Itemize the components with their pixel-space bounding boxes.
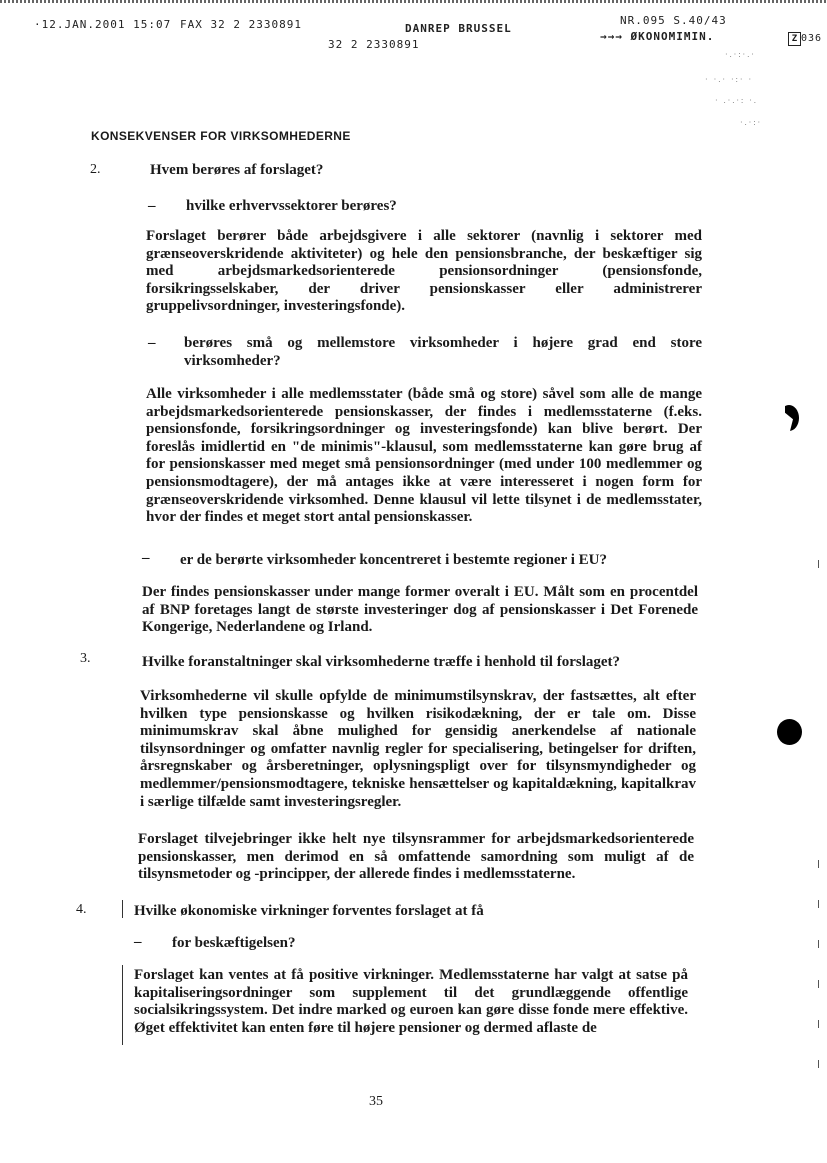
list-dash: –: [134, 934, 142, 950]
scan-tick: [818, 900, 819, 908]
fax-page-info: NR.095 S.40/43: [620, 14, 727, 27]
answer-paragraph: Forslaget tilvejebringer ikke helt nye tilsynsrammer for arbejdsmarkedsorienterede pensionskasser, men derimod en så omfattende samordning som muligt af de tilsynsmetoder og -principper, der allerede findes i medlemsstaterne.: [138, 831, 694, 883]
margin-line: [122, 965, 123, 1045]
punch-hole-mark: [779, 405, 799, 431]
answer-paragraph: Virksomhederne vil skulle opfylde de minimumstilsynskrav, der fastsættes, alt efter hvilken type pensionskasse og hvilken risikodækning, der er tale om. Disse minimumskrav skal åbne mulighed for gensidig anerkendelse af nationale tilsynsordninger og omfatter navnlig regler for specialisering, betingelser for driften, årsregnskaber og årsberetninger, oplysningspligt over for tilsynsmyndigheder og medlemmer/pensionsmodtagere, tekniske hensættelser og kapitaldækning, kapitalkrav i særlige tilfælde samt investeringsregler.: [140, 688, 696, 810]
scan-tick: [818, 860, 819, 868]
fax-sender: DANREP BRUSSEL: [405, 22, 512, 35]
scan-noise: · .·.·: ·.: [715, 96, 758, 105]
list-dash: –: [142, 550, 150, 566]
fax-number-label: FAX 32 2 2330891: [180, 18, 302, 31]
punch-hole-mark: [777, 719, 802, 745]
scan-tick: [818, 940, 819, 948]
question-number: 2.: [90, 162, 101, 177]
scan-noise: ·.·:·.·: [725, 50, 756, 59]
scan-noise: · ·.· ·:· ·: [705, 75, 754, 84]
scan-noise: ·.·:·: [740, 118, 763, 127]
question-heading: Hvilke foranstaltninger skal virksomhederne træffe i henhold til forslaget?: [142, 654, 621, 670]
answer-paragraph: Alle virksomheder i alle medlemsstater (både små og store) såvel som alle de mange arbejdsmarkedsorienterede pensionskasser, der findes i medlemsstaterne (f.eks. pensionsfonde, forsikringsordninger og investeringsfonde) kan blive berørt. Der foreslås imidlertid en "de minimis"-klausul, som medlemsstaterne kan gøre brug af for pensionskasser med meget små pensionsordninger (med under 100 medlemmer og pensionsmodtagere), der må antages ikke at være interesseret i nogen form for grænseoverskridende virksomhed. Denne klausul vil lette tilsynet i de medlemsstater, hvor der findes et meget stort antal pensionskasser.: [146, 386, 702, 526]
sub-question: for beskæftigelsen?: [172, 935, 296, 951]
fax-transmission-bar: [0, 0, 827, 3]
page-number: 35: [369, 1094, 383, 1109]
question-number: 3.: [80, 651, 91, 666]
fax-sender-number: 32 2 2330891: [328, 38, 420, 51]
answer-paragraph: Der findes pensionskasser under mange former overalt i EU. Målt som en procentdel af BNP foretages langt de største investeringer dog af pensionskasser i Det Forenede Kongerige, Nederlandene og Irland.: [142, 584, 698, 636]
scan-tick: [818, 980, 819, 988]
sub-question: berøres små og mellemstore virksomheder i højere grad end store virksomheder?: [184, 335, 702, 369]
sub-question: hvilke erhvervssektorer berøres?: [186, 198, 397, 214]
list-dash: –: [148, 335, 156, 351]
fax-date-time: ·12.JAN.2001 15:07: [34, 18, 172, 31]
list-dash: –: [148, 198, 156, 214]
question-heading: Hvem berøres af forslaget?: [150, 162, 324, 178]
margin-line: [122, 900, 123, 918]
sub-question: er de berørte virksomheder koncentreret i bestemte regioner i EU?: [180, 552, 607, 568]
scan-tick: [818, 1020, 819, 1028]
fax-page-code: 036: [801, 33, 823, 44]
answer-paragraph: Forslaget berører både arbejdsgivere i alle sektorer (navnlig i sektorer med grænseoverskridende aktiviteter) og hele den pensionsbranche, der beskæftiger sig med arbejdsmarkedsorienterede pensionsordninger (pensionsfonde, forsikringsselskaber, der driver pensionskasser eller administrerer gruppelivsordninger, investeringsfonde).: [146, 228, 702, 315]
fax-recipient: →→→ ØKONOMIMIN.: [600, 30, 715, 43]
scan-tick: [818, 1060, 819, 1068]
fax-page-icon: Z: [788, 32, 801, 46]
answer-paragraph: Forslaget kan ventes at få positive virkninger. Medlemsstaterne har valgt at satse på kapitaliseringsordninger som supplement til det grundlæggende offentlige socialsikringssystem. Det indre marked og euroen kan gøre disse fonde mere effektive. Øget effektivitet kan enten føre til højere pensioner og dermed aflaste de: [134, 967, 688, 1036]
section-title: KONSEKVENSER FOR VIRKSOMHEDERNE: [91, 129, 351, 143]
question-heading: Hvilke økonomiske virkninger forventes forslaget at få: [134, 903, 484, 919]
scan-tick: [818, 560, 819, 568]
question-number: 4.: [76, 902, 87, 917]
